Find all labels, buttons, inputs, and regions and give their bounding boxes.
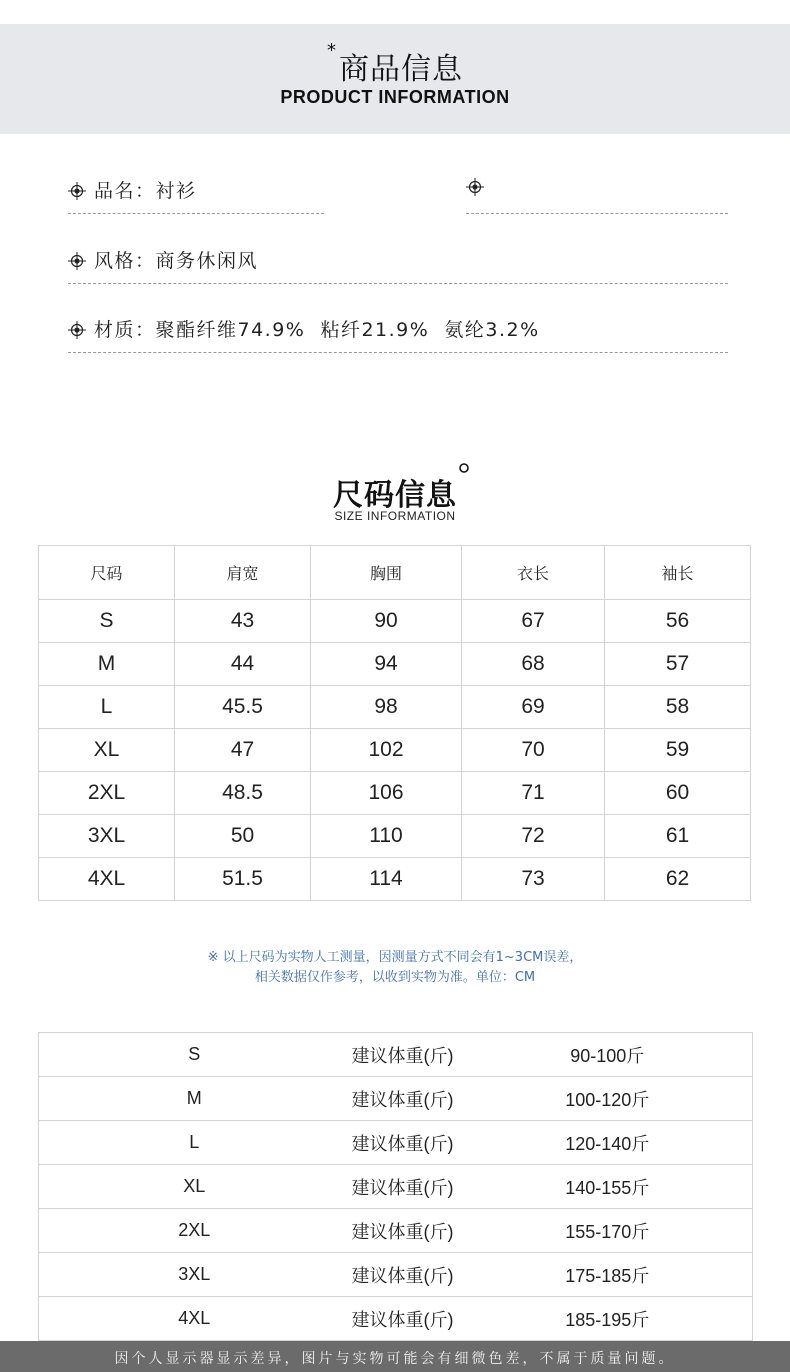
column-header: 尺码 <box>39 546 175 600</box>
column-header: 衣长 <box>462 546 605 600</box>
measurement-cell: 44 <box>175 643 311 686</box>
size-table <box>38 545 751 901</box>
measurement-cell: 71 <box>462 772 605 815</box>
footer-disclaimer: 因个人显示器显示差异，图片与实物可能会有细微色差，不属于质量问题。 <box>114 1351 676 1367</box>
title-star: * <box>327 40 337 61</box>
page-title <box>0 40 790 88</box>
measurement-cell: 58 <box>605 686 751 729</box>
measurement-cell: 59 <box>605 729 751 772</box>
weight-table <box>38 1032 753 1341</box>
crosshair-icon <box>68 321 86 339</box>
divider <box>68 213 324 214</box>
divider <box>466 213 728 214</box>
page-subtitle: PRODUCT INFORMATION <box>280 87 510 107</box>
degree-circle-icon <box>458 462 470 474</box>
weight-label-cell: 建议体重(斤) <box>351 1297 463 1341</box>
weight-label-cell: 建议体重(斤) <box>351 1077 463 1121</box>
divider <box>68 283 728 284</box>
note-line: ※ 以上尺码为实物人工测量，因测量方式不同会有1~3CM误差， <box>207 950 583 965</box>
size-label-cell: 2XL <box>39 1209 351 1253</box>
weight-range-cell: 175-185斤 <box>463 1253 753 1297</box>
table-row <box>39 1165 753 1209</box>
table-row <box>39 858 751 901</box>
note-line: 相关数据仅作参考，以收到实物为准。单位：CM <box>254 970 536 985</box>
size-label-cell: XL <box>39 1165 351 1209</box>
measurement-cell: 94 <box>311 643 462 686</box>
measurement-cell: 67 <box>462 600 605 643</box>
measurement-cell: 45.5 <box>175 686 311 729</box>
size-label-cell: M <box>39 1077 351 1121</box>
crosshair-icon <box>68 182 86 200</box>
table-row <box>39 772 751 815</box>
measurement-cell: 60 <box>605 772 751 815</box>
measurement-cell: 56 <box>605 600 751 643</box>
weight-range-cell: 120-140斤 <box>463 1121 753 1165</box>
size-label-cell: 4XL <box>39 858 175 901</box>
size-label-cell: 3XL <box>39 815 175 858</box>
weight-range-cell: 185-195斤 <box>463 1297 753 1341</box>
measurement-cell: 110 <box>311 815 462 858</box>
measurement-cell: 73 <box>462 858 605 901</box>
size-label-cell: XL <box>39 729 175 772</box>
measurement-cell: 57 <box>605 643 751 686</box>
measurement-cell: 68 <box>462 643 605 686</box>
column-header: 袖长 <box>605 546 751 600</box>
table-row <box>39 1209 753 1253</box>
size-label-cell: 4XL <box>39 1297 351 1341</box>
info-row-empty <box>466 176 492 198</box>
table-row <box>39 643 751 686</box>
size-table-header-row <box>39 546 751 600</box>
size-label-cell: M <box>39 643 175 686</box>
info-row-style <box>68 246 258 273</box>
measurement-cell: 43 <box>175 600 311 643</box>
measurement-cell: 61 <box>605 815 751 858</box>
measurement-cell: 70 <box>462 729 605 772</box>
weight-label-cell: 建议体重(斤) <box>351 1253 463 1297</box>
measurement-cell: 48.5 <box>175 772 311 815</box>
info-row-name <box>68 176 197 203</box>
measurement-cell: 62 <box>605 858 751 901</box>
weight-label-cell: 建议体重(斤) <box>351 1209 463 1253</box>
info-style-text: 风格：商务休闲风 <box>94 250 259 272</box>
measurement-cell: 51.5 <box>175 858 311 901</box>
info-material-text: 材质：聚酯纤维74.9% 粘纤21.9% 氨纶3.2% <box>94 319 540 341</box>
weight-range-cell: 155-170斤 <box>463 1209 753 1253</box>
table-row <box>39 1033 753 1077</box>
table-row <box>39 1077 753 1121</box>
measurement-note <box>0 948 790 988</box>
size-label-cell: S <box>39 600 175 643</box>
measurement-cell: 102 <box>311 729 462 772</box>
table-row <box>39 1297 753 1341</box>
crosshair-icon <box>68 252 86 270</box>
measurement-cell: 106 <box>311 772 462 815</box>
table-row <box>39 600 751 643</box>
weight-label-cell: 建议体重(斤) <box>351 1165 463 1209</box>
table-row <box>39 686 751 729</box>
size-label-cell: L <box>39 1121 351 1165</box>
column-header: 肩宽 <box>175 546 311 600</box>
size-label-cell: L <box>39 686 175 729</box>
table-row <box>39 815 751 858</box>
page-title-text: 商品信息 <box>339 52 463 87</box>
measurement-cell: 50 <box>175 815 311 858</box>
measurement-cell: 47 <box>175 729 311 772</box>
measurement-cell: 69 <box>462 686 605 729</box>
weight-label-cell: 建议体重(斤) <box>351 1121 463 1165</box>
measurement-cell: 90 <box>311 600 462 643</box>
weight-range-cell: 100-120斤 <box>463 1077 753 1121</box>
measurement-cell: 98 <box>311 686 462 729</box>
table-row <box>39 729 751 772</box>
divider <box>68 352 728 353</box>
table-row <box>39 1253 753 1297</box>
measurement-cell: 114 <box>311 858 462 901</box>
info-row-material <box>68 315 540 342</box>
size-label-cell: S <box>39 1033 351 1077</box>
weight-label-cell: 建议体重(斤) <box>351 1033 463 1077</box>
column-header: 胸围 <box>311 546 462 600</box>
measurement-cell: 72 <box>462 815 605 858</box>
size-label-cell: 2XL <box>39 772 175 815</box>
weight-range-cell: 90-100斤 <box>463 1033 753 1077</box>
info-name-text: 品名：衬衫 <box>94 180 197 202</box>
size-section-title: 尺码信息 <box>333 478 457 513</box>
size-section-subtitle: SIZE INFORMATION <box>334 509 456 523</box>
table-row <box>39 1121 753 1165</box>
crosshair-icon <box>466 178 484 196</box>
weight-range-cell: 140-155斤 <box>463 1165 753 1209</box>
size-label-cell: 3XL <box>39 1253 351 1297</box>
